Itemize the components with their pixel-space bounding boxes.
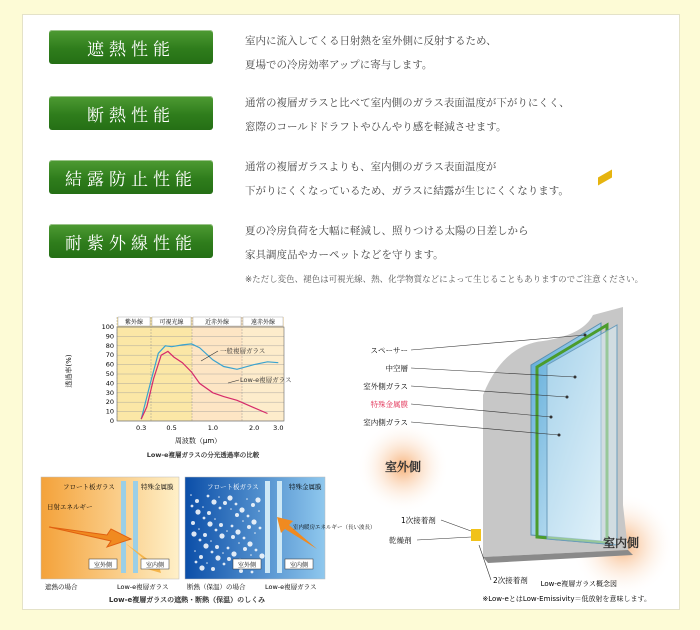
snow-dot bbox=[195, 509, 200, 514]
indoor-tag: 室内側 bbox=[145, 562, 165, 569]
label-outer-glass: 室外側ガラス bbox=[363, 382, 408, 391]
illustration-caption: Low-e複層ガラスの遮熱・断熱（保温）のしくみ bbox=[108, 596, 266, 604]
snow-dot bbox=[247, 541, 252, 546]
feature-desc-condensation bbox=[245, 155, 569, 203]
feature-badge-uv: 耐紫外線性能 bbox=[49, 224, 213, 258]
snow-dot bbox=[190, 494, 192, 496]
snow-dot bbox=[235, 529, 240, 534]
caution-note: ※ただし変色、褪色は可視光線、熱、化学物質などによって生じることもありますのでご注意ください。 bbox=[245, 275, 644, 285]
snow-dot bbox=[203, 543, 208, 548]
snow-dot bbox=[227, 557, 231, 561]
indoor-tag: 室内側 bbox=[289, 562, 309, 569]
solar-energy-label: 日射エネルギー bbox=[47, 503, 93, 511]
label-metal-film: 特殊金属膜 bbox=[370, 400, 408, 409]
snow-dot bbox=[203, 517, 206, 520]
indoor-label: 室内側 bbox=[602, 536, 640, 550]
cross-note: ※Low-eとはLow-Emissivity＝低放射を意味します。 bbox=[482, 595, 651, 603]
snow-dot bbox=[251, 519, 256, 524]
y-tick-label: 40 bbox=[105, 379, 114, 388]
snow-dot bbox=[211, 567, 215, 571]
y-tick-label: 50 bbox=[105, 370, 114, 378]
insulation-illustration bbox=[185, 477, 376, 593]
case-label: 断熱（保温）の場合 bbox=[187, 583, 246, 591]
snow-dot bbox=[239, 507, 244, 512]
adhesive-block bbox=[471, 529, 481, 541]
band-label: 紫外線 bbox=[124, 319, 144, 326]
float-glass-pane bbox=[121, 481, 126, 573]
y-tick-labels bbox=[102, 323, 114, 425]
lowe-glass-pane bbox=[133, 481, 138, 573]
snow-dot bbox=[195, 561, 198, 564]
snow-dot bbox=[215, 529, 218, 532]
x-tick-label: 0.3 bbox=[135, 424, 147, 432]
y-tick-label: 30 bbox=[105, 388, 114, 397]
y-tick-label: 60 bbox=[105, 360, 114, 369]
snow-dot bbox=[239, 569, 243, 573]
label-desiccant: 乾燥剤 bbox=[389, 536, 412, 545]
snow-dot bbox=[211, 551, 214, 554]
outdoor-tag: 室外側 bbox=[93, 562, 113, 569]
radiant-energy-label: 室内暖房エネルギー（長い波長） bbox=[293, 525, 376, 531]
snow-dot bbox=[238, 542, 240, 544]
snow-dot bbox=[219, 523, 223, 527]
product-label: Low-e複層ガラス bbox=[117, 583, 169, 591]
band-uv bbox=[117, 317, 151, 421]
snow-dot bbox=[259, 553, 264, 558]
y-tick-label: 100 bbox=[101, 323, 114, 331]
snow-dot bbox=[226, 530, 228, 532]
feature-desc-line: 室内に流入してくる日射熱を室外側に反射するため、 bbox=[245, 35, 497, 47]
y-tick-label: 90 bbox=[105, 332, 114, 341]
shield-illustration bbox=[41, 477, 179, 593]
outdoor-tag: 室外側 bbox=[237, 562, 257, 569]
label-inner-glass: 室内側ガラス bbox=[363, 418, 408, 427]
leader-dot bbox=[584, 334, 587, 337]
outdoor-label: 室外側 bbox=[384, 460, 422, 474]
snow-dot bbox=[214, 518, 216, 520]
x-tick-label: 2.0 bbox=[248, 424, 260, 432]
snow-dot bbox=[243, 537, 246, 540]
feature-desc-line: 通常の複層ガラスと比べて室内側のガラス表面温度が下がりにくく、 bbox=[245, 97, 570, 109]
snow-dot bbox=[219, 507, 222, 510]
snow-dot bbox=[203, 533, 207, 537]
feature-badge-insulation: 断熱性能 bbox=[49, 96, 213, 130]
snow-dot bbox=[246, 498, 248, 500]
feature-badge-heat-shield: 遮熱性能 bbox=[49, 30, 213, 64]
snow-dot bbox=[215, 545, 219, 549]
x-tick-label: 3.0 bbox=[273, 424, 284, 432]
spacer-block bbox=[598, 169, 612, 185]
snow-dot bbox=[194, 550, 196, 552]
snow-dot bbox=[247, 515, 250, 518]
y-tick-label: 0 bbox=[109, 417, 114, 425]
snow-dot bbox=[254, 532, 256, 534]
snow-dot bbox=[202, 506, 204, 508]
snow-dot bbox=[255, 497, 260, 502]
snow-dot bbox=[231, 551, 236, 556]
feature-desc-line: 夏の冷房負荷を大幅に軽減し、照りつける太陽の日差しから bbox=[245, 225, 529, 237]
y-tick-label: 20 bbox=[105, 398, 114, 407]
chart-caption: Low-e複層ガラスの分光透過率の比較 bbox=[146, 451, 260, 459]
snow-dot bbox=[227, 547, 230, 550]
snow-dot bbox=[243, 547, 247, 551]
feature-desc-uv bbox=[245, 219, 529, 267]
leader-dot bbox=[550, 416, 553, 419]
snow-dot bbox=[195, 499, 199, 503]
snow-dot bbox=[255, 549, 258, 552]
feature-desc-insulation bbox=[245, 91, 570, 139]
product-label: Low-e複層ガラス bbox=[265, 583, 317, 591]
snow-dot bbox=[231, 535, 235, 539]
snow-dot bbox=[215, 555, 220, 560]
float-glass-label: フロート板ガラス bbox=[63, 483, 115, 491]
case-label: 遮熱の場合 bbox=[45, 583, 78, 591]
snow-dot bbox=[235, 513, 239, 517]
leader-dot bbox=[566, 396, 569, 399]
float-glass-label: フロート板ガラス bbox=[207, 483, 259, 491]
feature-desc-line: 下がりにくくなっているため、ガラスに結露が生じにくくなります。 bbox=[245, 185, 569, 197]
snow-dot bbox=[251, 571, 254, 574]
feature-desc-heat-shield bbox=[245, 29, 497, 77]
legend-normal: 一般複層ガラス bbox=[220, 347, 266, 355]
snow-dot bbox=[198, 528, 200, 530]
snow-dot bbox=[199, 555, 203, 559]
y-tick-label: 10 bbox=[105, 407, 114, 416]
leader-dot bbox=[558, 434, 561, 437]
snow-dot bbox=[211, 499, 216, 504]
label-spacer: スペーサー bbox=[370, 346, 408, 355]
snow-dot bbox=[191, 505, 194, 508]
snow-dot bbox=[218, 496, 220, 498]
snow-dot bbox=[251, 503, 255, 507]
snow-dot bbox=[207, 511, 211, 515]
y-tick-label: 80 bbox=[105, 341, 114, 350]
snow-dot bbox=[207, 521, 212, 526]
band-label: 遠赤外線 bbox=[250, 319, 276, 326]
leader-dot bbox=[574, 376, 577, 379]
snow-dot bbox=[231, 525, 234, 528]
snow-dot bbox=[250, 554, 252, 556]
label-adhesive-2: 2次接着剤 bbox=[493, 576, 528, 585]
snow-dot bbox=[258, 510, 260, 512]
snow-dot bbox=[242, 520, 244, 522]
snow-dot bbox=[222, 552, 224, 554]
snow-dot bbox=[207, 495, 210, 498]
x-tick-label: 1.0 bbox=[207, 424, 219, 432]
band-label: 可視光線 bbox=[159, 319, 184, 326]
snow-dot bbox=[247, 525, 251, 529]
spectral-chart bbox=[63, 301, 308, 461]
snow-dot bbox=[230, 508, 232, 510]
feature-desc-line: 夏場での冷房効率アップに寄与します。 bbox=[245, 59, 433, 71]
cross-caption: Low-e複層ガラス概念図 bbox=[540, 580, 617, 588]
label-hollow-layer: 中空層 bbox=[385, 364, 408, 373]
snow-dot bbox=[206, 562, 208, 564]
snow-dot bbox=[235, 503, 238, 506]
x-axis-label: 周波数（μm） bbox=[174, 437, 222, 445]
content-card bbox=[22, 14, 680, 610]
x-tick-label: 0.5 bbox=[166, 424, 177, 432]
float-glass-pane bbox=[265, 481, 270, 573]
glass-cross-section bbox=[353, 305, 679, 605]
snow-dot bbox=[191, 521, 195, 525]
y-tick-label: 70 bbox=[105, 351, 114, 360]
snow-dot bbox=[219, 533, 224, 538]
leader-line bbox=[441, 520, 471, 531]
metal-film-label: 特殊金属膜 bbox=[141, 483, 174, 491]
snow-dot bbox=[191, 531, 196, 536]
snow-dot bbox=[199, 539, 202, 542]
snow-dot bbox=[223, 501, 227, 505]
metal-film-label: 特殊金属膜 bbox=[289, 483, 322, 491]
snow-dot bbox=[227, 495, 232, 500]
label-adhesive-1: 1次接着剤 bbox=[401, 516, 436, 525]
leader-line bbox=[417, 537, 471, 540]
snow-dot bbox=[259, 527, 262, 530]
feature-badge-condensation: 結露防止性能 bbox=[49, 160, 213, 194]
feature-desc-line: 通常の複層ガラスよりも、室内側のガラス表面温度が bbox=[245, 161, 497, 173]
snow-dot bbox=[210, 540, 212, 542]
y-axis-label: 透過率(%) bbox=[65, 354, 73, 388]
feature-desc-line: 家具調度品やカーペットなどを守ります。 bbox=[245, 249, 444, 261]
band-label: 近赤外線 bbox=[204, 319, 230, 326]
feature-desc-line: 窓際のコールドドラフトやひんやり感を軽減させます。 bbox=[245, 121, 507, 133]
snow-dot bbox=[199, 565, 204, 570]
snow-dot bbox=[223, 563, 226, 566]
x-tick-labels bbox=[136, 424, 284, 432]
legend-lowe: Low-e複層ガラス bbox=[240, 376, 292, 384]
